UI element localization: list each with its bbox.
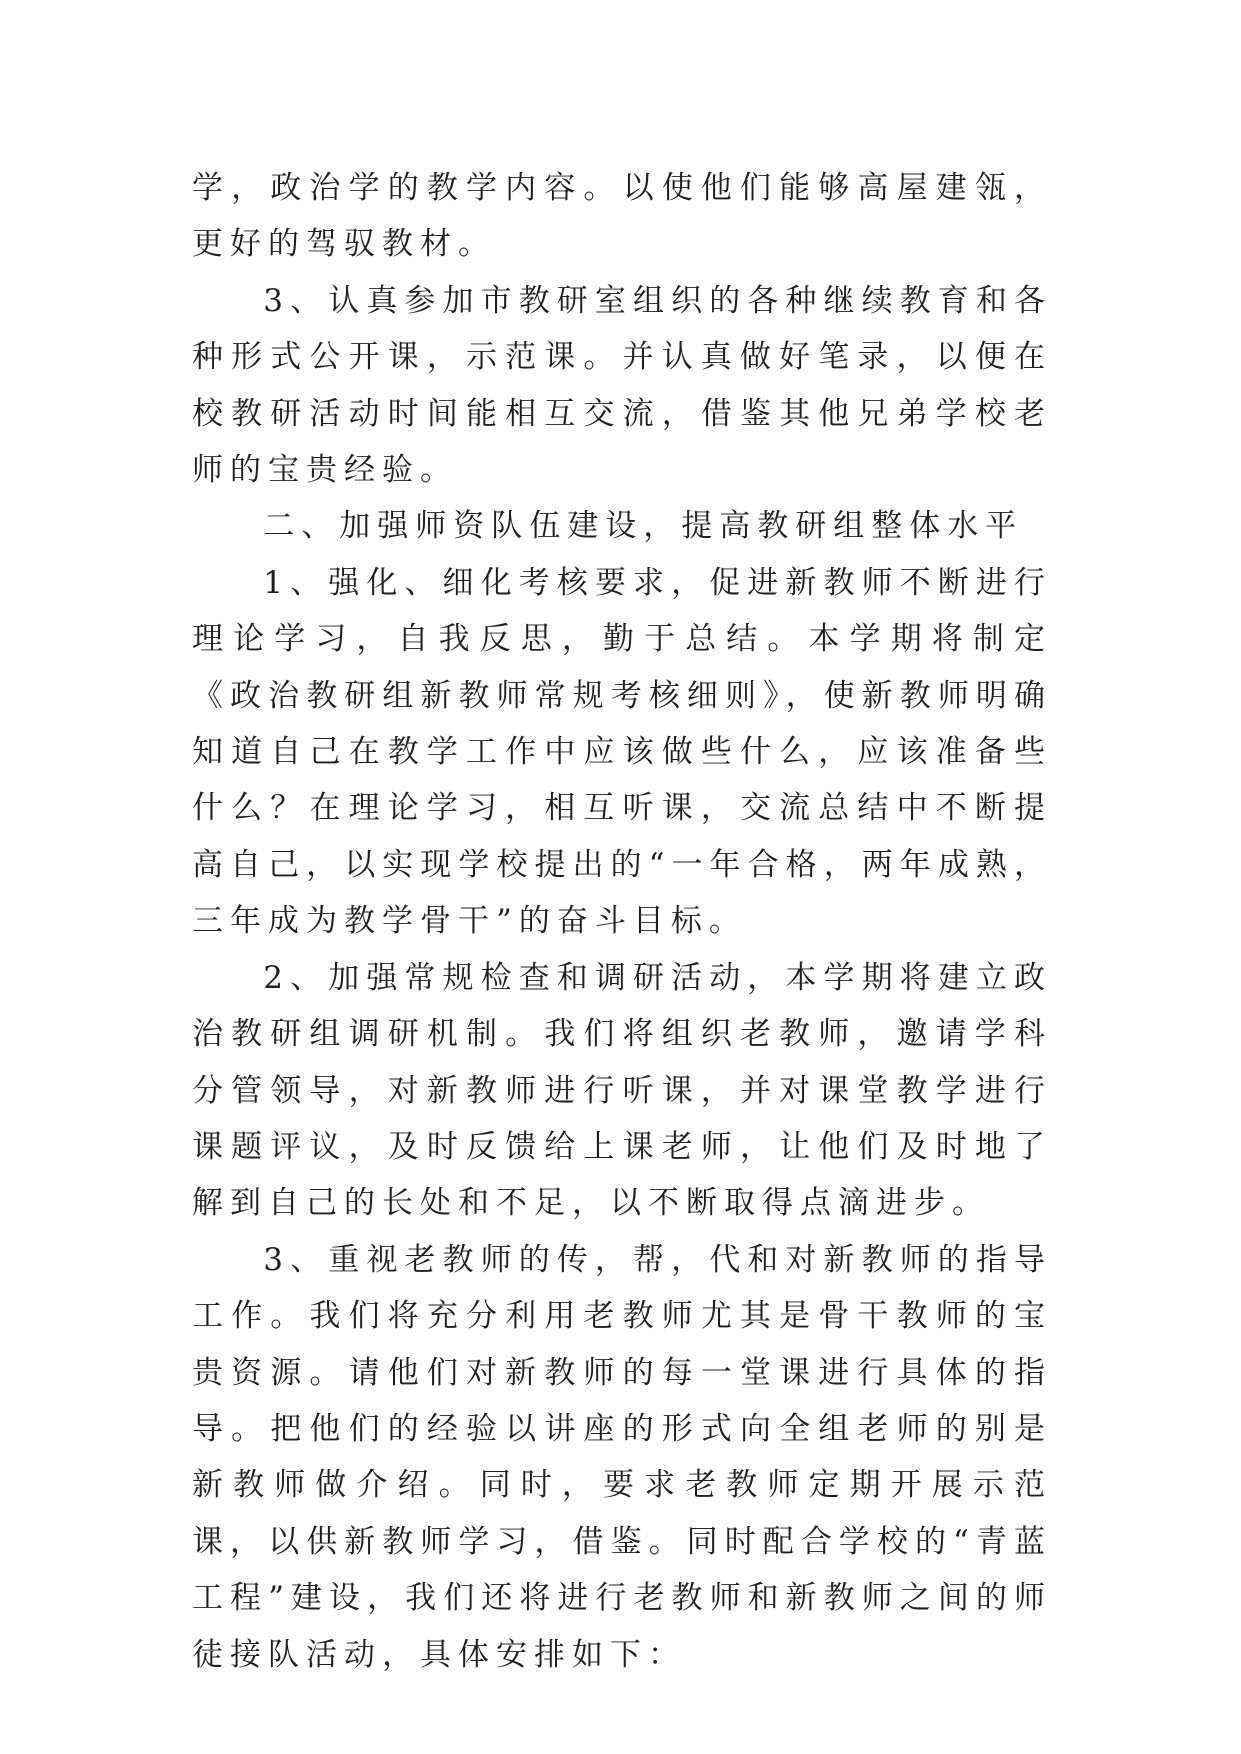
paragraph-item-2-inspection: 2、加强常规检查和调研活动，本学期将建立政治教研组调研机制。我们将组织老教师，邀请学科分管领导，对新教师进行听课，并对课堂教学进行课题评议，及时反馈给上课老师，让他们及时地了解到自己的长处和不足，以不断取得点滴进步。 [192, 959, 1052, 1222]
section-heading-2: 二、加强师资队伍建设，提高教研组整体水平 [263, 508, 1024, 545]
paragraph-continuation: 学，政治学的教学内容。以使他们能够高屋建瓴，更好的驾驭教材。 [192, 170, 1052, 263]
paragraph-item-3-activities: 3、认真参加市教研室组织的各种继续教育和各种形式公开课，示范课。并认真做好笔录，以便在校教研活动时间能相互交流，借鉴其他兄弟学校老师的宝贵经验。 [192, 282, 1052, 489]
paragraph-item-1-assessment: 1、强化、细化考核要求，促进新教师不断进行理论学习，自我反思，勤于总结。本学期将制定《政治教研组新教师常规考核细则》，使新教师明确知道自己在教学工作中应该做些什么，应该准备些什么？在理论学习，相互听课，交流总结中不断提高自己，以实现学校提出的“一年合格，两年成熟，三年成为教学骨干”的奋斗目标。 [192, 564, 1052, 940]
document-body [192, 160, 1052, 1683]
paragraph-item-3-mentoring: 3、重视老教师的传，帮，代和对新教师的指导工作。我们将充分利用老教师尤其是骨干教师的宝贵资源。请他们对新教师的每一堂课进行具体的指导。把他们的经验以讲座的形式向全组老师的别是新教师做介绍。同时，要求老教师定期开展示范课，以供新教师学习，借鉴。同时配合学校的“青蓝工程”建设，我们还将进行老教师和新教师之间的师徒接队活动，具体安排如下： [192, 1241, 1052, 1673]
